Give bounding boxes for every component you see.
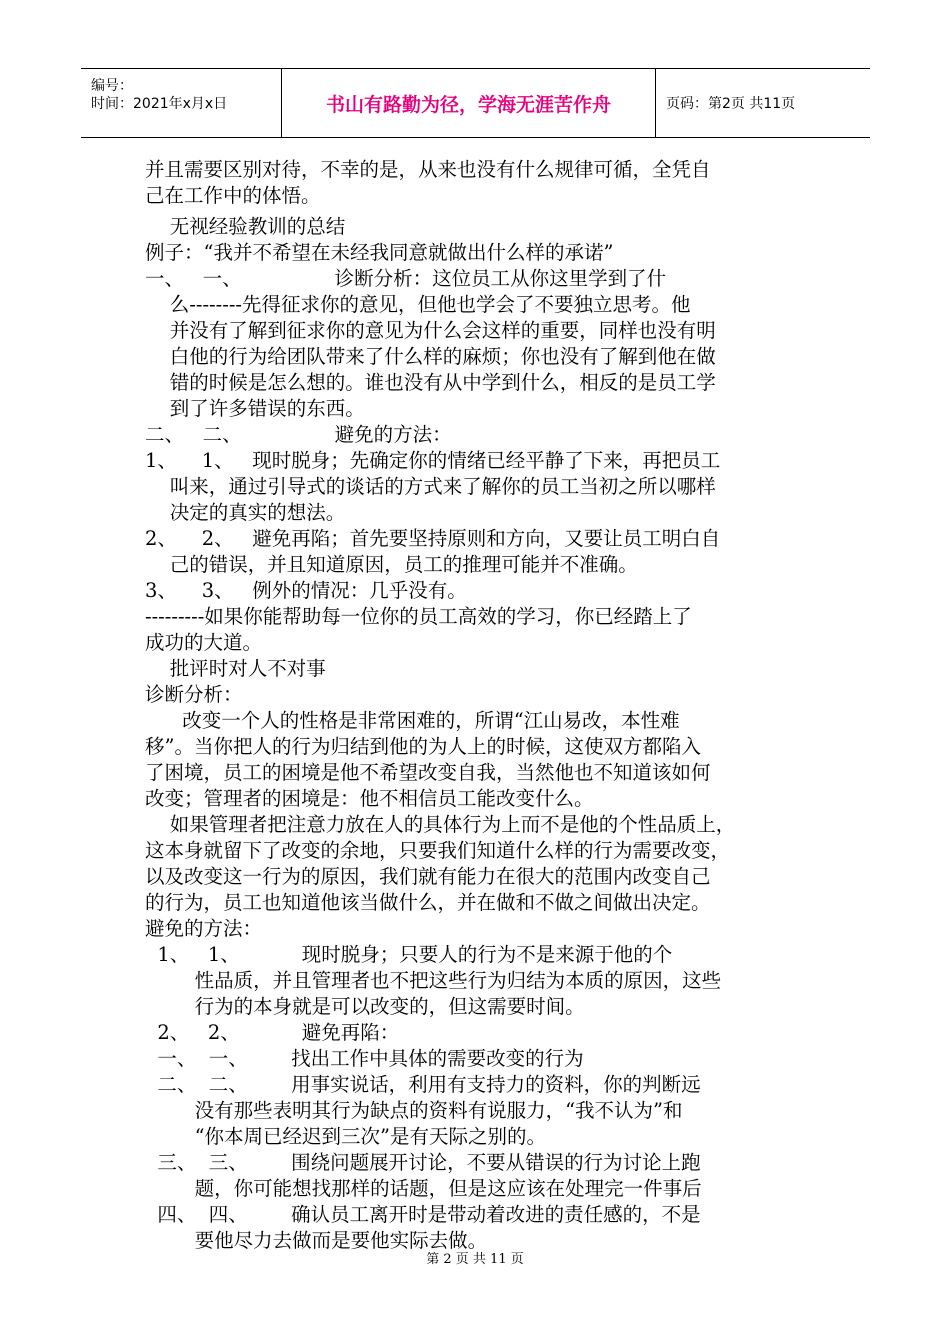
text-line: 以及改变这一行为的原因，我们就有能力在很大的范围内改变自己 [145,865,711,888]
text-line: 要他尽力去做而是要他实际去做。 [145,1229,488,1252]
text-line: 改变；管理者的困境是：他不相信员工能改变什么。 [145,787,594,810]
text-line: 么--------先得征求你的意见，但他也学会了不要独立思考。他 [145,293,691,316]
number-label: 编号： [91,78,133,94]
text-line: “你本周已经迟到三次”是有天际之别的。 [145,1125,547,1148]
header-meta [81,69,282,137]
text-line: 二、 二、 用事实说话，利用有支持力的资料，你的判断远 [145,1073,701,1096]
text-line: 了困境，员工的困境是他不希望改变自我，当然他也不知道该如何 [145,761,711,784]
text-line: 己在工作中的体悟。 [145,184,321,207]
text-line: 移”。当你把人的行为归结到他的为人上的时候，这使双方都陷入 [145,735,701,758]
page-number-label: 页码：第2页 共11页 [666,96,796,112]
text-line: ---------如果你能帮助每一位你的员工高效的学习，你已经踏上了 [145,605,692,628]
text-line: 没有那些表明其行为缺点的资料有说服力，“我不认为”和 [145,1099,683,1122]
text-line: 行为的本身就是可以改变的，但这需要时间。 [145,995,585,1018]
page-footer: 第 2 页 共 11 页 [426,1252,524,1267]
text-line: 己的错误，并且知道原因，员工的推理可能并不准确。 [145,553,638,576]
text-line: 这本身就留下了改变的余地，只要我们知道什么样的行为需要改变， [145,839,731,862]
text-line: 题，你可能想找那样的话题，但是这应该在处理完一件事后 [145,1177,702,1200]
text-line: 例子：“我并不希望在未经我同意就做出什么样的承诺” [145,241,614,264]
text-line: 的行为，员工也知道他该当做什么，并在做和不做之间做出决定。 [145,891,711,914]
text-line: 1、 1、 现时脱身；先确定你的情绪已经平静了下来，再把员工 [145,449,721,472]
text-line: 3、 3、 例外的情况：几乎没有。 [145,579,467,602]
text-line: 白他的行为给团队带来了什么样的麻烦；你也没有了解到他在做 [145,345,716,368]
text-line: 2、 2、 避免再陷；首先要坚持原则和方向，又要让员工明白自 [145,527,721,550]
page-header [81,68,870,138]
text-line: 避免的方法： [145,917,263,940]
text-line: 并没有了解到征求你的意见为什么会这样的重要，同样也没有明 [145,319,716,342]
text-line: 2、 2、 避免再陷： [145,1021,400,1044]
text-line: 三、 三、 围绕问题展开讨论，不要从错误的行为讨论上跑 [145,1151,701,1174]
text-line: 决定的真实的想法。 [145,501,346,524]
header-motto: 书山有路勤为径，学海无涯苦作舟 [282,69,656,137]
text-line: 二、 二、 避免的方法： [145,423,452,446]
text-line: 到了许多错误的东西。 [145,397,365,420]
text-line: 成功的大道。 [145,631,263,654]
text-line: 批评时对人不对事 [145,657,326,680]
text-line: 叫来，通过引导式的谈话的方式来了解你的员工当初之所以哪样 [145,475,716,498]
text-line: 1、 1、 现时脱身；只要人的行为不是来源于他的个 [145,943,673,966]
text-line: 错的时候是怎么想的。谁也没有从中学到什么，相反的是员工学 [145,371,716,394]
text-line: 无视经验教训的总结 [145,215,346,238]
text-line: 四、 四、 确认员工离开时是带动着改进的责任感的，不是 [145,1203,701,1226]
text-line: 并且需要区别对待，不幸的是，从来也没有什么规律可循，全凭自 [145,158,711,181]
text-line: 性品质，并且管理者也不把这些行为归结为本质的原因，这些 [145,969,722,992]
text-line: 诊断分析： [145,683,243,706]
text-line: 一、 一、 找出工作中具体的需要改变的行为 [145,1047,584,1070]
time-label: 时间：2021年x月x日 [91,96,228,112]
text-line: 改变一个人的性格是非常困难的，所谓“江山易改，本性难 [145,709,680,732]
text-line: 如果管理者把注意力放在人的具体行为上而不是他的个性品质上， [145,813,736,836]
text-line: 一、 一、 诊断分析：这位员工从你这里学到了什 [145,267,667,290]
